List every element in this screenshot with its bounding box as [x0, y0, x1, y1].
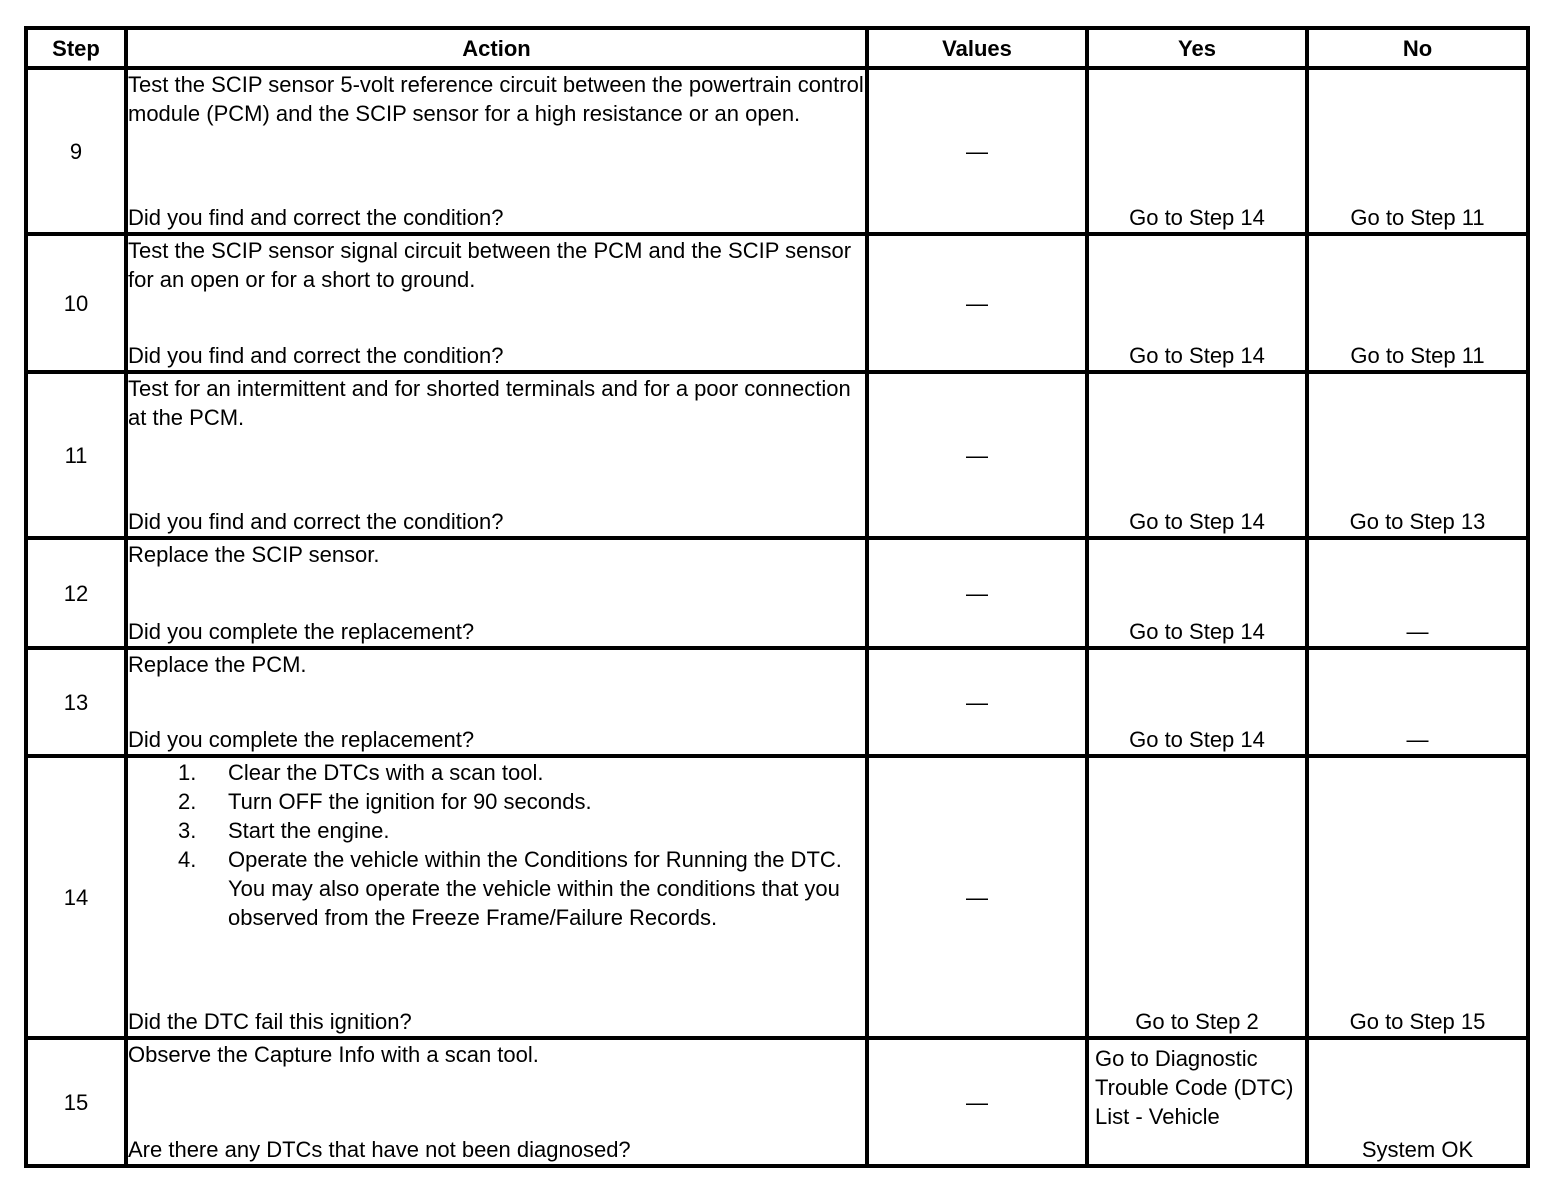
list-text: Operate the vehicle within the Conditions for Running the DTC. You may also operate the vehicle within the conditions that you observed from the Freeze Frame/Failure Records. [228, 847, 842, 930]
step-number: 13 [26, 648, 126, 756]
step-number: 10 [26, 234, 126, 372]
values-cell: — [867, 756, 1087, 1038]
action-cell [126, 1038, 867, 1166]
step-number: 15 [26, 1038, 126, 1166]
procedure-list [128, 758, 865, 932]
header-action: Action [126, 28, 867, 68]
no-cell: — [1307, 648, 1528, 756]
action-cell [126, 756, 867, 1038]
step-number: 12 [26, 538, 126, 648]
table-row [26, 372, 1528, 538]
list-text: Start the engine. [228, 818, 390, 843]
values-cell: — [867, 648, 1087, 756]
header-yes: Yes [1087, 28, 1307, 68]
action-instruction: Test the SCIP sensor 5-volt reference circuit between the powertrain control module (PCM) and the SCIP sensor for a high resistance or an open. [128, 72, 864, 126]
values-cell: — [867, 538, 1087, 648]
list-item [178, 816, 865, 845]
list-number: 4. [178, 847, 197, 872]
list-number: 1. [178, 760, 197, 785]
action-question: Did you complete the replacement? [128, 727, 475, 752]
no-cell: Go to Step 11 [1307, 68, 1528, 234]
list-item [178, 845, 865, 932]
action-question: Did you complete the replacement? [128, 619, 475, 644]
header-values: Values [867, 28, 1087, 68]
header-step: Step [26, 28, 126, 68]
yes-cell: Go to Step 2 [1087, 756, 1307, 1038]
action-question: Did you find and correct the condition? [128, 343, 504, 368]
diagnostic-table [24, 26, 1530, 1168]
no-cell: Go to Step 15 [1307, 756, 1528, 1038]
list-text: Clear the DTCs with a scan tool. [228, 760, 544, 785]
action-instruction: Observe the Capture Info with a scan tool. [128, 1042, 539, 1067]
yes-cell: Go to Step 14 [1087, 648, 1307, 756]
action-instruction: Test the SCIP sensor signal circuit between the PCM and the SCIP sensor for an open or for a short to ground. [128, 238, 852, 292]
table-row [26, 1038, 1528, 1166]
list-number: 2. [178, 789, 197, 814]
list-item [178, 787, 865, 816]
step-number: 14 [26, 756, 126, 1038]
table-row [26, 68, 1528, 234]
table-row [26, 648, 1528, 756]
yes-cell: Go to Step 14 [1087, 538, 1307, 648]
action-cell [126, 538, 867, 648]
values-cell: — [867, 68, 1087, 234]
yes-cell: Go to Step 14 [1087, 372, 1307, 538]
values-cell: — [867, 1038, 1087, 1166]
values-cell: — [867, 234, 1087, 372]
list-text: Turn OFF the ignition for 90 seconds. [228, 789, 592, 814]
action-cell [126, 648, 867, 756]
table-row [26, 234, 1528, 372]
yes-cell: Go to Step 14 [1087, 234, 1307, 372]
yes-cell: Go to Step 14 [1087, 68, 1307, 234]
action-question: Did the DTC fail this ignition? [128, 1009, 412, 1034]
no-cell: System OK [1307, 1038, 1528, 1166]
action-instruction: Replace the SCIP sensor. [128, 542, 380, 567]
yes-cell: Go to Diagnostic Trouble Code (DTC) List - Vehicle [1087, 1038, 1307, 1166]
action-question: Are there any DTCs that have not been diagnosed? [128, 1137, 631, 1162]
no-cell: — [1307, 538, 1528, 648]
action-question: Did you find and correct the condition? [128, 205, 504, 230]
action-cell [126, 372, 867, 538]
table-row [26, 756, 1528, 1038]
action-cell [126, 234, 867, 372]
no-cell: Go to Step 11 [1307, 234, 1528, 372]
step-number: 11 [26, 372, 126, 538]
table-row [26, 538, 1528, 648]
step-number: 9 [26, 68, 126, 234]
action-cell [126, 68, 867, 234]
action-question: Did you find and correct the condition? [128, 509, 504, 534]
list-item [178, 758, 865, 787]
header-row [26, 28, 1528, 68]
action-instruction: Replace the PCM. [128, 652, 307, 677]
values-cell: — [867, 372, 1087, 538]
header-no: No [1307, 28, 1528, 68]
no-cell: Go to Step 13 [1307, 372, 1528, 538]
list-number: 3. [178, 818, 197, 843]
action-instruction: Test for an intermittent and for shorted terminals and for a poor connection at the PCM. [128, 376, 851, 430]
